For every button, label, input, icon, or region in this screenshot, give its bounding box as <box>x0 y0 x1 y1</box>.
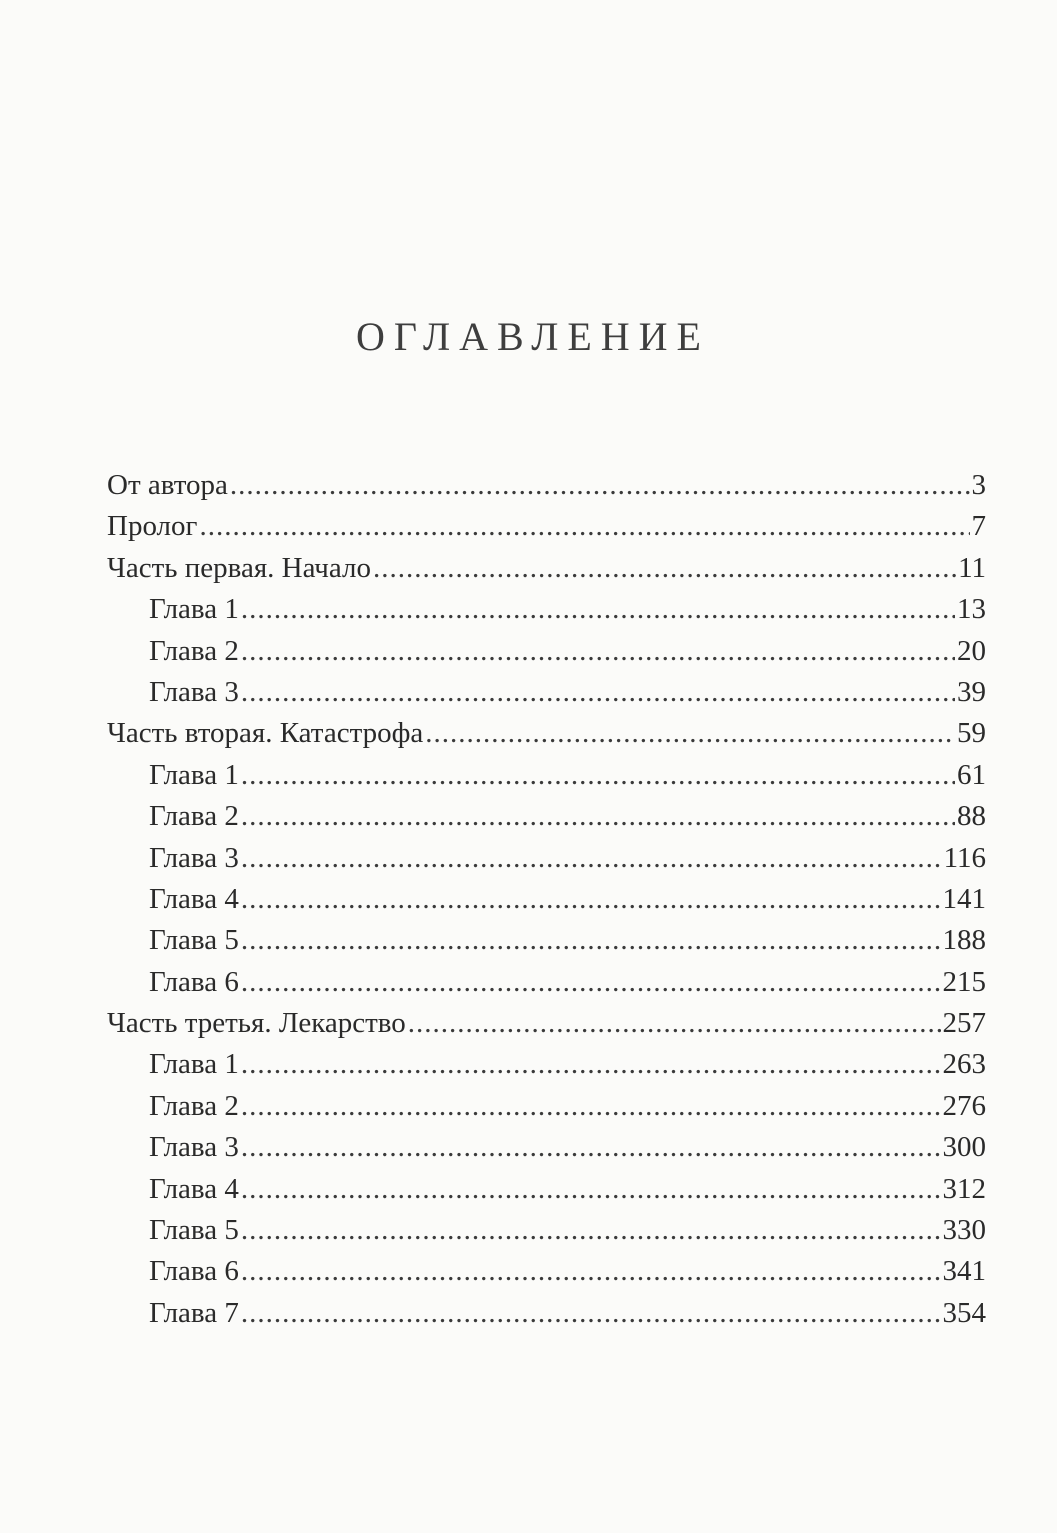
toc-section-entry <box>107 469 986 510</box>
toc-page-number: 116 <box>943 841 986 874</box>
dot-leader <box>241 924 941 957</box>
toc-entry-label: Пролог <box>107 510 198 543</box>
toc-page-number: 215 <box>942 965 986 998</box>
toc-section-entry <box>107 1007 986 1048</box>
toc-chapter-entry <box>107 1214 986 1255</box>
dot-leader <box>241 842 942 875</box>
toc-entry-label: Глава 2 <box>149 800 239 833</box>
toc-page-number: 61 <box>957 758 986 791</box>
toc-page-number: 88 <box>957 800 986 833</box>
toc-entry-label: Глава 1 <box>149 758 239 791</box>
page-title: ОГЛАВЛЕНИЕ <box>356 313 710 359</box>
toc-section-entry <box>107 717 986 758</box>
toc-entry-label: Глава 5 <box>149 924 239 957</box>
toc-entry-label: От автора <box>107 469 228 501</box>
toc-chapter-entry <box>107 635 986 676</box>
toc-entry-label: Часть вторая. Катастрофа <box>107 717 424 750</box>
dot-leader <box>241 1297 941 1330</box>
toc-page-number: 300 <box>942 1131 986 1164</box>
toc-chapter-entry <box>107 1131 986 1172</box>
toc-chapter-entry <box>107 924 986 965</box>
dot-leader <box>241 883 941 916</box>
toc-entry-label: Глава 3 <box>149 675 239 708</box>
toc-entry-label: Глава 1 <box>149 593 239 626</box>
toc-page-number: 11 <box>958 551 986 584</box>
toc-page-number: 20 <box>957 634 986 667</box>
toc-entry-label: Глава 3 <box>149 1131 239 1164</box>
toc-entry-label: Глава 6 <box>149 1255 239 1288</box>
dot-leader <box>241 1173 941 1206</box>
toc-chapter-entry <box>107 883 986 924</box>
toc-entry-label: Глава 5 <box>149 1214 239 1247</box>
toc-chapter-entry <box>107 759 986 800</box>
toc-page-number: 39 <box>957 675 986 708</box>
toc-chapter-entry <box>107 593 986 634</box>
toc-entry-label: Часть третья. Лекарство <box>107 1007 406 1040</box>
toc-page-number: 330 <box>942 1214 986 1247</box>
dot-leader <box>425 717 955 750</box>
table-of-contents <box>107 469 986 1338</box>
dot-leader <box>241 635 955 668</box>
toc-page-number: 7 <box>971 510 986 543</box>
dot-leader <box>241 800 955 833</box>
toc-chapter-entry <box>107 1255 986 1296</box>
toc-page-number: 263 <box>942 1048 986 1081</box>
toc-entry-label: Глава 1 <box>149 1048 239 1081</box>
toc-section-entry <box>107 510 986 551</box>
toc-chapter-entry <box>107 1048 986 1089</box>
toc-entry-label: Глава 2 <box>149 1089 239 1122</box>
toc-entry-label: Глава 3 <box>149 841 239 874</box>
dot-leader <box>199 510 969 543</box>
toc-chapter-entry <box>107 676 986 717</box>
toc-page-number: 354 <box>942 1296 986 1329</box>
toc-page-number: 13 <box>957 593 986 626</box>
toc-entry-label: Часть первая. Начало <box>107 551 371 584</box>
dot-leader <box>241 1090 941 1123</box>
dot-leader <box>230 469 970 502</box>
toc-entry-label: Глава 4 <box>149 882 239 915</box>
dot-leader <box>241 1214 941 1247</box>
toc-chapter-entry <box>107 1297 986 1338</box>
dot-leader <box>408 1007 941 1040</box>
toc-page-number: 257 <box>942 1007 986 1040</box>
dot-leader <box>241 676 955 709</box>
toc-page-number: 341 <box>942 1255 986 1288</box>
dot-leader <box>241 759 955 792</box>
toc-section-entry <box>107 552 986 593</box>
dot-leader <box>241 593 955 626</box>
toc-entry-label: Глава 2 <box>149 634 239 667</box>
toc-chapter-entry <box>107 842 986 883</box>
toc-chapter-entry <box>107 1090 986 1131</box>
dot-leader <box>241 1255 941 1288</box>
dot-leader <box>373 552 956 585</box>
toc-page-number: 188 <box>942 924 986 957</box>
toc-page-number: 59 <box>957 717 986 750</box>
toc-entry-label: Глава 7 <box>149 1296 239 1329</box>
dot-leader <box>241 966 941 999</box>
toc-page-number: 312 <box>942 1172 986 1205</box>
toc-chapter-entry <box>107 966 986 1007</box>
dot-leader <box>241 1131 941 1164</box>
dot-leader <box>241 1048 941 1081</box>
toc-chapter-entry <box>107 1173 986 1214</box>
toc-page-number: 276 <box>942 1089 986 1122</box>
toc-entry-label: Глава 4 <box>149 1172 239 1205</box>
toc-entry-label: Глава 6 <box>149 965 239 998</box>
toc-page-number: 3 <box>971 469 986 501</box>
toc-chapter-entry <box>107 800 986 841</box>
toc-page-number: 141 <box>942 882 986 915</box>
